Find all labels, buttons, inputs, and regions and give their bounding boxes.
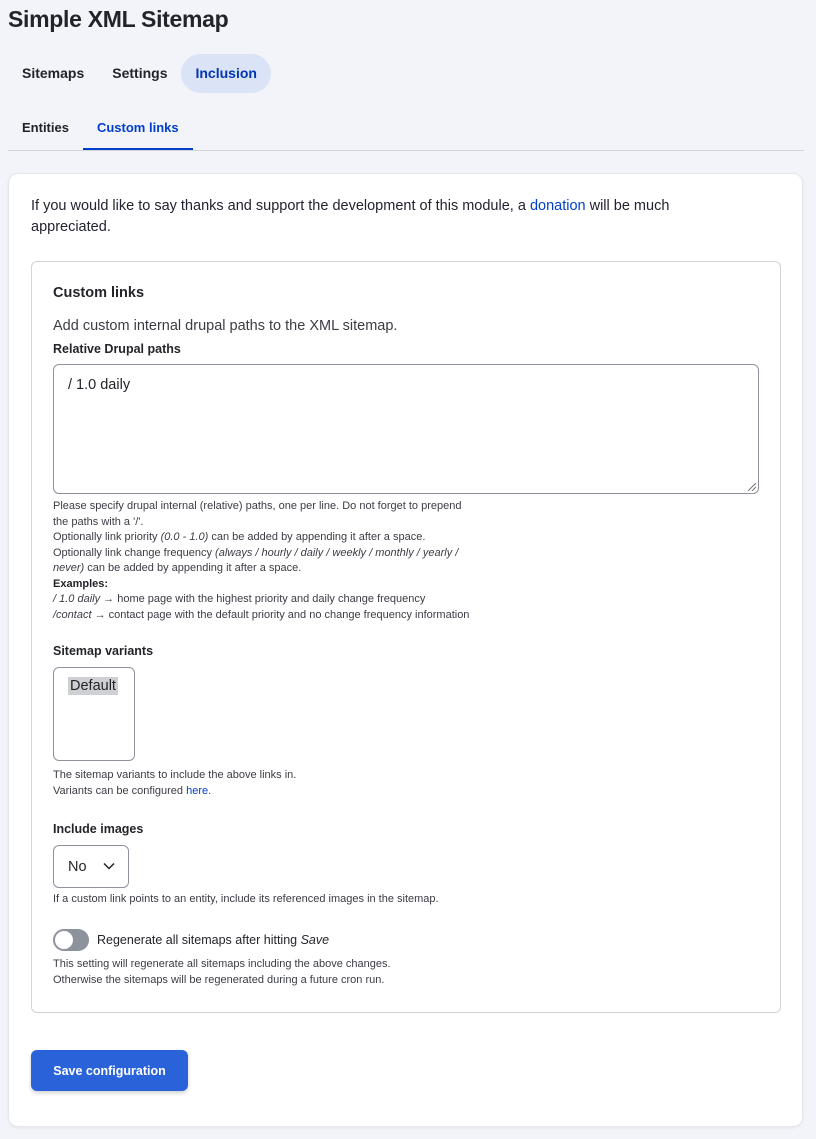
help-example-1: / 1.0 daily → home page with the highest priority and daily change frequency [53, 593, 426, 605]
tab-inclusion[interactable]: Inclusion [181, 54, 270, 93]
settings-card [8, 173, 803, 1127]
paths-label: Relative Drupal paths [53, 342, 181, 356]
chevron-down-icon [102, 859, 116, 873]
resize-handle[interactable] [748, 483, 756, 491]
help-line: Please specify drupal internal (relative) paths, one per line. Do not forget to prepend [53, 500, 462, 512]
regenerate-label[interactable]: Regenerate all sitemaps after hitting Save [97, 933, 330, 947]
tab-settings[interactable]: Settings [112, 65, 168, 81]
variants-label: Sitemap variants [53, 644, 154, 658]
tab-custom-links[interactable]: Custom links [83, 108, 193, 150]
include-images-select[interactable] [53, 845, 129, 888]
variants-config-link[interactable]: here [186, 784, 209, 797]
help-examples-label: Examples: [53, 577, 109, 590]
fieldset-legend: Custom links [53, 285, 145, 301]
help-example-2: /contact → contact page with the default priority and no change frequency information [53, 608, 470, 621]
help-line: This setting will regenerate all sitemaps including the above changes. [53, 958, 391, 970]
help-line: Otherwise the sitemaps will be regenerated during a future cron run. [53, 973, 385, 986]
regenerate-help [53, 957, 391, 988]
help-line: Variants can be configured here. [53, 784, 212, 797]
secondary-tabs [8, 108, 804, 151]
help-priority: Optionally link priority (0.0 - 1.0) can be added by appending it after a space. [53, 531, 426, 543]
donation-message [31, 196, 751, 238]
paths-help [53, 499, 469, 623]
regenerate-toggle[interactable] [53, 929, 89, 951]
variants-multiselect[interactable] [53, 667, 135, 761]
regenerate-toggle-row [53, 929, 329, 951]
images-help: If a custom link points to an entity, include its referenced images in the sitemap. [53, 893, 439, 905]
images-label: Include images [53, 822, 144, 836]
page-title: Simple XML Sitemap [8, 6, 229, 32]
fieldset-description: Add custom internal drupal paths to the XML sitemap. [53, 318, 398, 334]
donation-link[interactable]: donation [529, 198, 586, 214]
help-line: The sitemap variants to include the above links in. [53, 769, 297, 781]
intro-text-end: will be much appreciated. [31, 198, 670, 235]
paths-textarea[interactable] [53, 364, 759, 494]
tab-sitemaps[interactable]: Sitemaps [22, 65, 85, 81]
include-images-value: No [68, 858, 87, 875]
toggle-knob [55, 931, 73, 949]
variants-help [53, 768, 296, 799]
primary-tabs [8, 54, 271, 93]
save-configuration-button[interactable]: Save configuration [31, 1050, 188, 1091]
intro-text: If you would like to say thanks and support the development of this module, a [31, 198, 530, 214]
custom-links-fieldset [31, 261, 781, 1013]
variant-option-default[interactable]: Default [70, 678, 116, 694]
help-line: the paths with a '/'. [53, 515, 144, 528]
help-frequency: Optionally link change frequency (always / hourly / daily / weekly / monthly / yearly / [53, 546, 459, 559]
paths-textarea-value: / 1.0 daily [68, 377, 131, 393]
tab-entities[interactable]: Entities [22, 120, 69, 135]
help-frequency-cont: never) can be added by appending it after a space. [53, 562, 302, 574]
